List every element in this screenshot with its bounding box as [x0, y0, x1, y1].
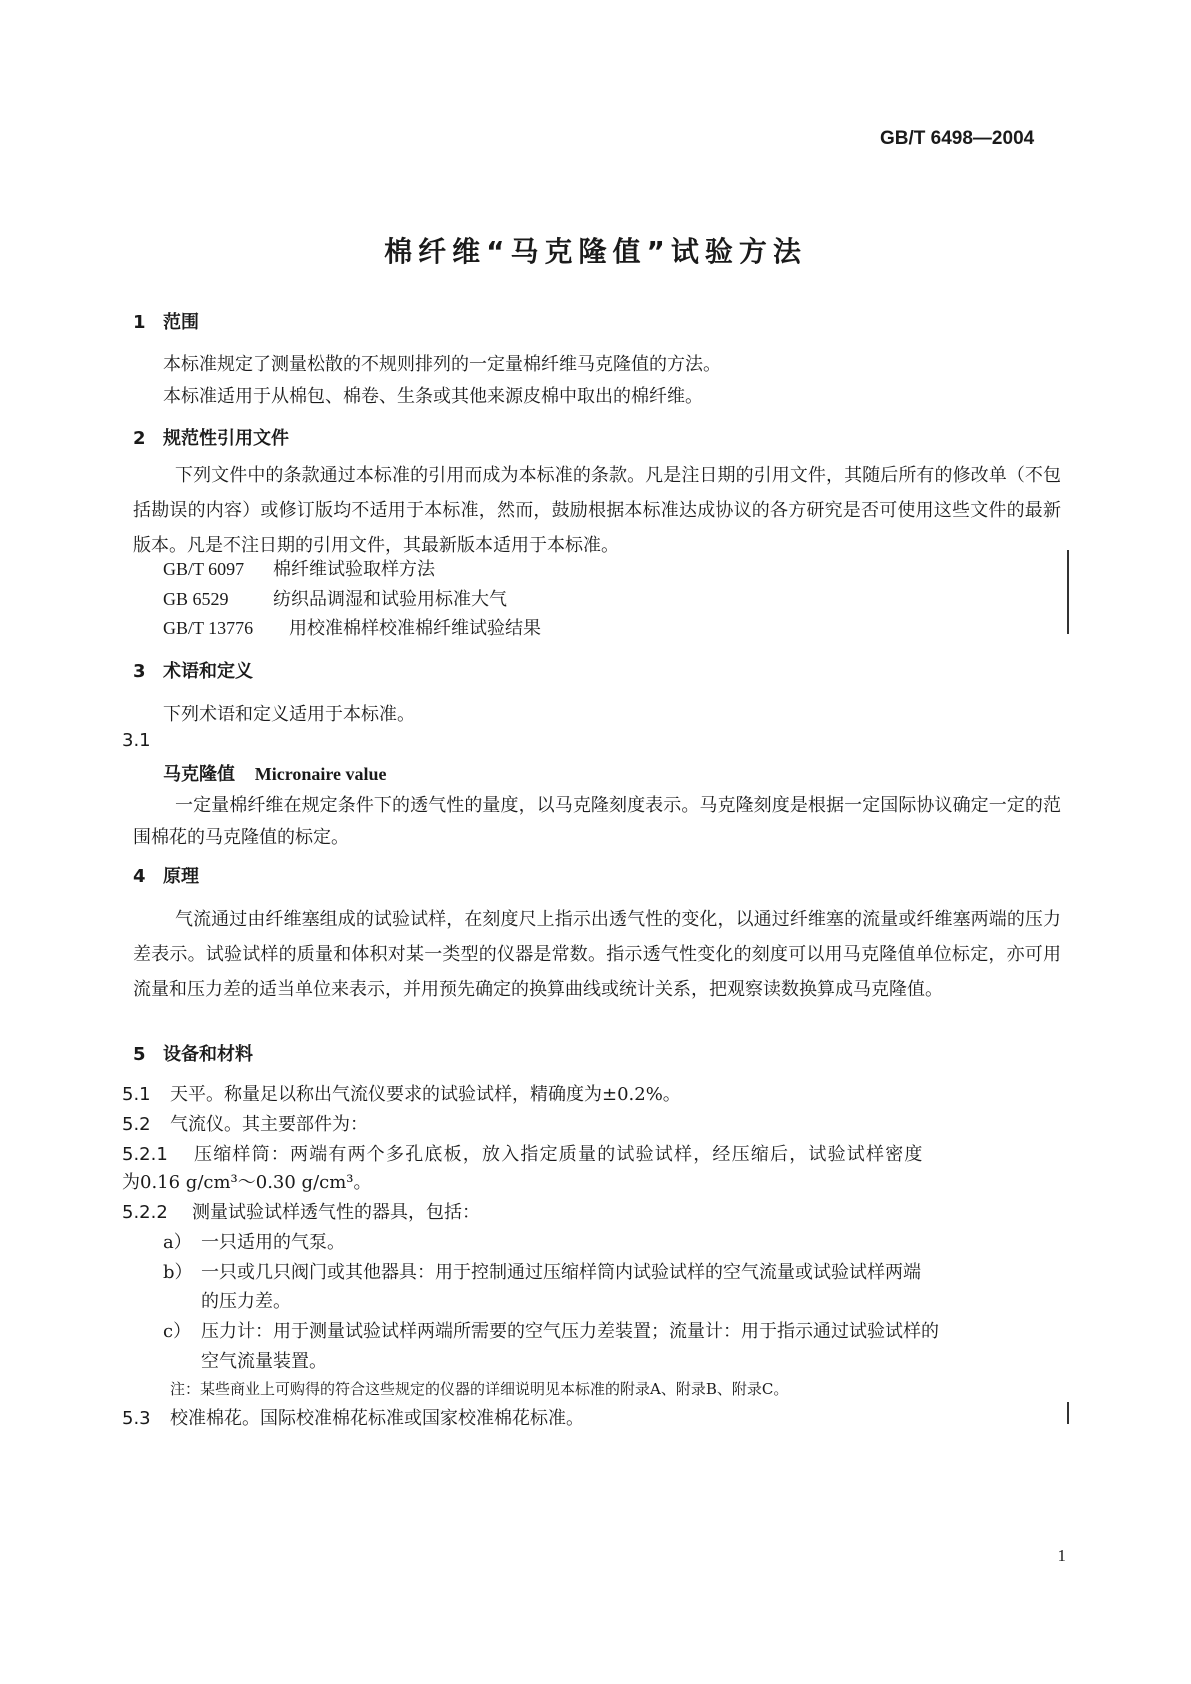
reference-code: GB/T 13776	[163, 618, 254, 638]
section-number: 2	[133, 428, 146, 449]
reference-item	[163, 614, 541, 640]
paragraph: 下列文件中的条款通过本标准的引用而成为本标准的条款。凡是注日期的引用文件，其随后所有的修改单（不包括勘误的内容）或修订版均不适用于本标准，然而，鼓励根据本标准达成协议的各方研究是否可使用这些文件的最新版本。凡是不注日期的引用文件，其最新版本适用于本标准。	[133, 465, 1061, 556]
clause-continuation: 为0.16 g/cm³～0.30 g/cm³。	[122, 1172, 372, 1193]
section-2-heading	[133, 424, 289, 450]
clause-5-3	[122, 1404, 584, 1430]
reference-title: 用校准棉样校准棉纤维试验结果	[289, 618, 541, 639]
reference-item	[163, 585, 507, 611]
clause-5-1	[122, 1080, 681, 1106]
list-item-b	[163, 1258, 921, 1284]
list-label: c）	[163, 1321, 192, 1342]
clause-text: 气流仪。其主要部件为：	[170, 1114, 368, 1135]
list-text: 一只或几只阀门或其他器具：用于控制通过压缩样筒内试验试样的空气流量或试验试样两端	[201, 1262, 921, 1283]
section-number: 1	[133, 312, 146, 333]
clause-text: 测量试验试样透气性的器具，包括：	[192, 1202, 480, 1223]
section-title: 设备和材料	[163, 1044, 253, 1065]
clause-number: 5.2	[122, 1114, 151, 1135]
revision-bar	[1067, 1402, 1069, 1424]
list-text: 压力计：用于测量试验试样两端所需要的空气压力差装置；流量计：用于指示通过试验试样的	[201, 1321, 939, 1342]
section-number: 4	[133, 866, 146, 887]
section-title: 术语和定义	[163, 661, 253, 682]
reference-code: GB 6529	[163, 589, 229, 609]
term-definition: 一定量棉纤维在规定条件下的透气性的量度，以马克隆刻度表示。马克隆刻度是根据一定国际协议确定一定的范围棉花的马克隆值的标定。	[133, 795, 1061, 848]
list-text: 一只适用的气泵。	[201, 1232, 345, 1253]
section-number: 3	[133, 661, 146, 682]
list-continuation: 的压力差。	[201, 1291, 291, 1312]
section-1-heading	[133, 308, 199, 334]
section-4-heading	[133, 862, 199, 888]
section-title: 规范性引用文件	[163, 428, 289, 449]
clause-number: 5.1	[122, 1084, 151, 1105]
section-number: 5	[133, 1044, 146, 1065]
reference-code: GB/T 6097	[163, 559, 245, 579]
reference-item	[163, 555, 435, 581]
term-chinese: 马克隆值	[163, 764, 235, 785]
list-item-c	[163, 1317, 939, 1343]
clause-text: 压缩样筒：两端有两个多孔底板，放入指定质量的试验试样，经压缩后，试验试样密度	[194, 1144, 924, 1165]
list-label: a）	[163, 1232, 192, 1253]
paragraph: 气流通过由纤维塞组成的试验试样，在刻度尺上指示出透气性的变化，以通过纤维塞的流量或纤维塞两端的压力差表示。试验试样的质量和体积对某一类型的仪器是常数。指示透气性变化的刻度可以用马克隆值单位标定，亦可用流量和压力差的适当单位来表示，并用预先确定的换算曲线或统计关系，把观察读数换算成马克隆值。	[133, 909, 1061, 1000]
clause-number: 5.2.1	[122, 1144, 168, 1165]
reference-title: 棉纤维试验取样方法	[273, 559, 435, 580]
section-title: 范围	[163, 312, 199, 333]
page-title: 棉纤维“马克隆值”试验方法	[384, 235, 807, 268]
paragraph: 本标准适用于从棉包、棉卷、生条或其他来源皮棉中取出的棉纤维。	[163, 386, 703, 407]
section-title: 原理	[163, 866, 199, 887]
clause-text: 校准棉花。国际校准棉花标准或国家校准棉花标准。	[170, 1408, 584, 1429]
paragraph: 本标准规定了测量松散的不规则排列的一定量棉纤维马克隆值的方法。	[163, 354, 721, 375]
note: 注：某些商业上可购得的符合这些规定的仪器的详细说明见本标准的附录A、附录B、附录C。	[170, 1380, 789, 1398]
term-english: Micronaire value	[254, 764, 387, 784]
page-number: 1	[1057, 1546, 1066, 1565]
term-entry	[163, 760, 387, 786]
list-item-a	[163, 1228, 345, 1254]
clause-text: 天平。称量足以称出气流仪要求的试验试样，精确度为±0.2%。	[170, 1084, 681, 1105]
section-3-heading	[133, 657, 253, 683]
clause-number: 5.3	[122, 1408, 151, 1429]
section-5-heading	[133, 1040, 253, 1066]
subclause-number: 3.1	[122, 730, 151, 751]
clause-5-2-1	[122, 1140, 1062, 1166]
list-continuation: 空气流量装置。	[201, 1351, 327, 1372]
paragraph: 下列术语和定义适用于本标准。	[163, 704, 415, 725]
revision-bar	[1067, 550, 1069, 634]
standard-code: GB/T 6498—2004	[880, 128, 1035, 149]
clause-5-2	[122, 1110, 368, 1136]
clause-number: 5.2.2	[122, 1202, 168, 1223]
reference-title: 纺织品调湿和试验用标准大气	[273, 589, 507, 610]
list-label: b）	[163, 1262, 193, 1283]
clause-5-2-2	[122, 1198, 480, 1224]
